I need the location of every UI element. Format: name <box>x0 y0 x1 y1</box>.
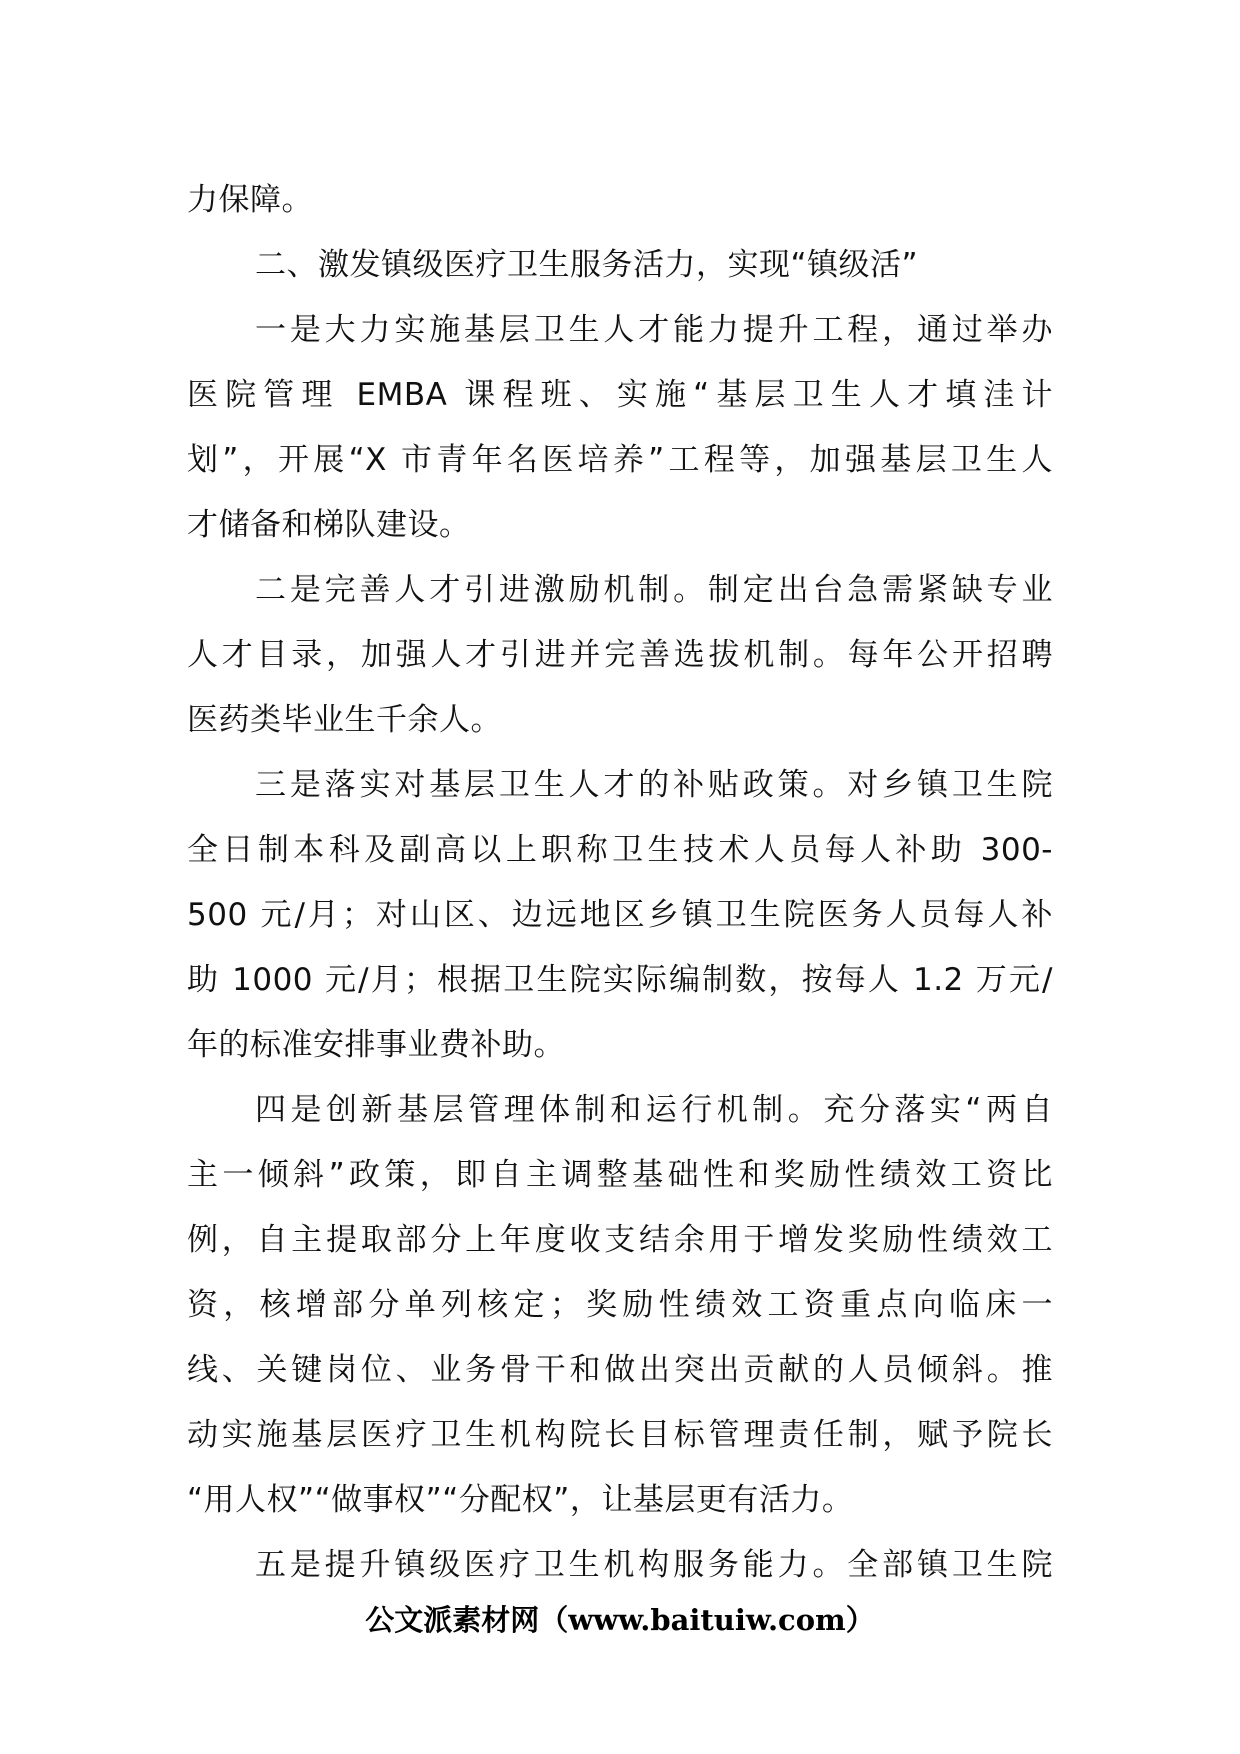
text-line-11: 全日制本科及副高以上职称卫生技术人员每人补助 300- <box>187 832 1053 868</box>
text-line-10: 三是落实对基层卫生人才的补贴政策。对乡镇卫生院 <box>255 767 1053 803</box>
text-line-13: 助 1000 元/月；根据卫生院实际编制数，按每人 1.2 万元/ <box>187 962 1053 998</box>
text-line-9: 医药类毕业生千余人。 <box>187 702 502 738</box>
text-line-22: 五是提升镇级医疗卫生机构服务能力。全部镇卫生院 <box>255 1547 1053 1583</box>
text-line-19: 线、关键岗位、业务骨干和做出突出贡献的人员倾斜。推 <box>187 1352 1053 1388</box>
text-line-12: 500 元/月；对山区、边远地区乡镇卫生院医务人员每人补 <box>187 897 1053 933</box>
text-line-6: 才储备和梯队建设。 <box>187 507 471 543</box>
text-line-5: 划”，开展“X 市青年名医培养”工程等，加强基层卫生人 <box>187 442 1053 478</box>
text-line-21: “用人权”“做事权”“分配权”，让基层更有活力。 <box>187 1482 854 1518</box>
text-line-3: 一是大力实施基层卫生人才能力提升工程，通过举办 <box>255 312 1053 348</box>
text-line-20: 动实施基层医疗卫生机构院长目标管理责任制，赋予院长 <box>187 1417 1053 1453</box>
text-line-16: 主一倾斜”政策，即自主调整基础性和奖励性绩效工资比 <box>187 1157 1053 1193</box>
document-body <box>187 168 1053 1598</box>
text-line-8: 人才目录，加强人才引进并完善选拔机制。每年公开招聘 <box>187 637 1053 673</box>
section-heading: 二、激发镇级医疗卫生服务活力，实现“镇级活” <box>255 247 919 283</box>
text-line-4: 医院管理 EMBA 课程班、实施“基层卫生人才填洼计 <box>187 377 1053 413</box>
text-line-7: 二是完善人才引进激励机制。制定出台急需紧缺专业 <box>255 572 1053 608</box>
text-line-15: 四是创新基层管理体制和运行机制。充分落实“两自 <box>255 1092 1053 1128</box>
text-line-17: 例，自主提取部分上年度收支结余用于增发奖励性绩效工 <box>187 1222 1053 1258</box>
text-line-18: 资，核增部分单列核定；奖励性绩效工资重点向临床一 <box>187 1287 1053 1323</box>
footer-watermark: 公文派素材网（www.baituiw.com） <box>365 1603 875 1637</box>
text-line-1: 力保障。 <box>187 182 313 218</box>
text-line-14: 年的标准安排事业费补助。 <box>187 1027 565 1063</box>
